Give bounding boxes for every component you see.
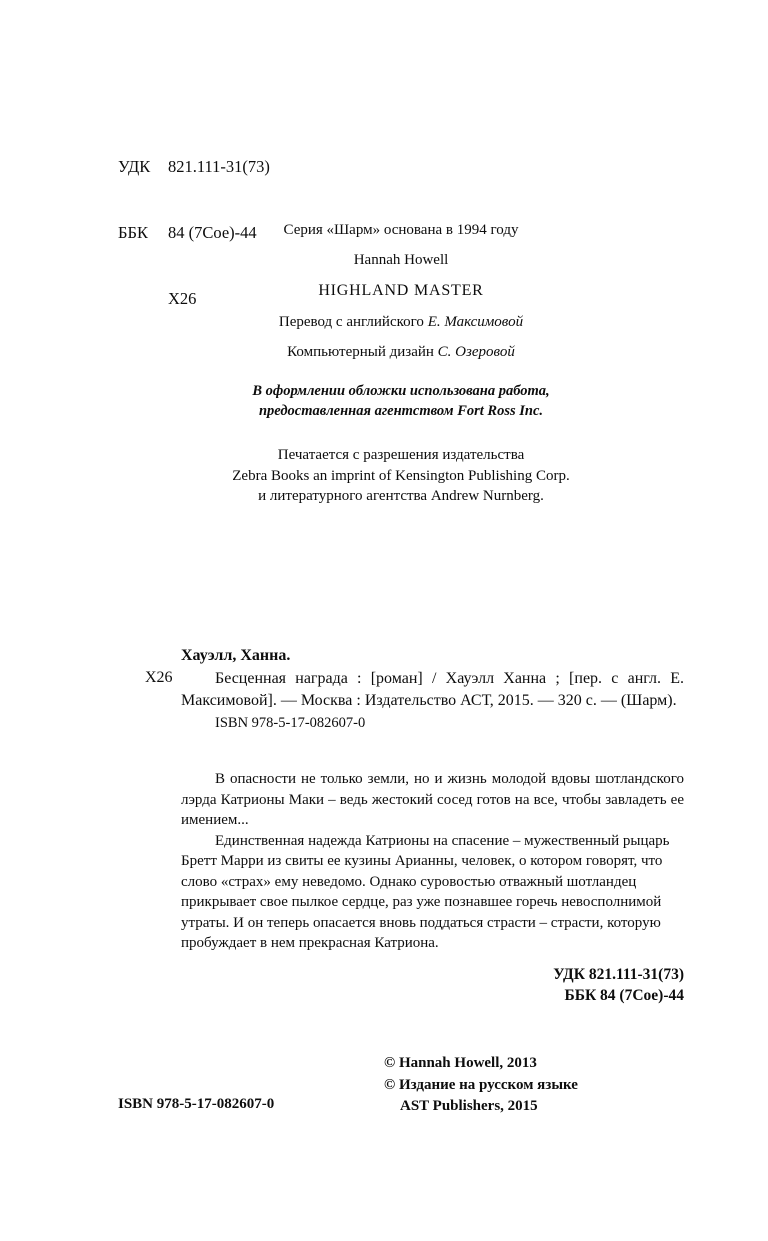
series-note: Серия «Шарм» основана в 1994 году: [283, 222, 519, 238]
udk-bottom-value: УДК 821.111-31(73): [553, 966, 684, 983]
design-credit: [118, 337, 684, 367]
original-title: HIGHLAND MASTER: [318, 282, 484, 299]
bib-author-heading: Хауэлл, Ханна.: [181, 647, 291, 664]
shelf-mark-top: Х26: [168, 289, 197, 308]
bibliographic-record: [181, 645, 684, 734]
designer-name: С. Озеровой: [437, 344, 515, 360]
copyright-edition: © Издание на русском языке: [384, 1076, 578, 1093]
copyright-author: © Hannah Howell, 2013: [384, 1055, 537, 1071]
annotation-paragraph-2: Единственная надежда Катрионы на спасение – мужественный рыцарь Бретт Марри из свиты ее кузины Арианны, человек, о котором говорят, что слово «страх» ему неведомо. Однако суровостью отважный шотландец прикрывает свое пылкое сердце, раз уже познавшее горечь невосполнимой утраты. И он теперь опасается вновь поддаться страсти – страсти, которую пробуждает в нем прекрасная Катриона.: [181, 832, 670, 951]
udk-value: 821.111-31(73): [168, 157, 270, 176]
annotation-paragraph-1: В опасности не только земли, но и жизнь молодой вдовы шотландского лэрда Катрионы Маки – ведь жестокий сосед готов на все, чтобы завладеть ее имением...: [181, 771, 684, 828]
design-prefix: Компьютерный дизайн: [287, 344, 438, 360]
udk-line: [118, 156, 270, 178]
isbn-footer: ISBN 978-5-17-082607-0: [118, 1096, 275, 1112]
classification-block-bottom: [184, 964, 684, 1006]
cover-credit-line-1: В оформлении обложки использована работа,: [252, 383, 550, 399]
bbk-label: ББК: [118, 223, 148, 242]
translator-name: Е. Максимовой: [427, 314, 524, 330]
permission-block: [118, 445, 684, 507]
annotation-block: [181, 769, 684, 954]
bib-description: Бесценная награда : [роман] / Хауэлл Ханна ; [пер. с англ. Е. Максимовой]. — Москва : Издательство АСТ, 2015. — 320 с. — (Шарм).: [181, 670, 684, 709]
copyright-block: [384, 1053, 684, 1118]
permission-line-3: и литературного агентства Andrew Nurnberg.: [258, 488, 544, 504]
cover-credit-block: [118, 381, 684, 421]
bbk-bottom-value: ББК 84 (7Сое)-44: [564, 987, 684, 1004]
permission-line-1: Печатается с разрешения издательства: [277, 447, 525, 463]
cover-credit-line-2: предоставленная агентством Fort Ross Inc.: [258, 403, 544, 419]
translation-credit: [118, 307, 684, 337]
copyright-publisher: AST Publishers, 2015: [400, 1098, 538, 1114]
udk-label: УДК: [118, 157, 151, 176]
bib-isbn: ISBN 978-5-17-082607-0: [215, 715, 366, 731]
permission-line-2: Zebra Books an imprint of Kensington Publishing Corp.: [232, 467, 570, 484]
bbk-value: 84 (7Сое)-44: [168, 223, 257, 242]
shelf-mark-margin: Х26: [145, 669, 173, 686]
translation-prefix: Перевод с английского: [278, 314, 428, 330]
original-author: Hannah Howell: [353, 252, 449, 268]
imprint-block: [118, 215, 684, 507]
